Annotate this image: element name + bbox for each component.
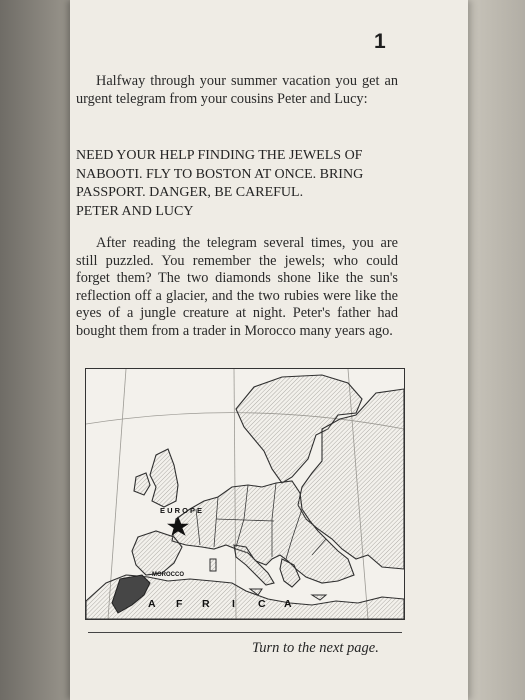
intro-text: Halfway through your summer vacation you get an urgent telegram from your cousins Peter and Lucy: [76, 73, 398, 107]
desk-background-right [465, 0, 525, 700]
telegram-line: NEED YOUR HELP FINDING THE JEWELS OF [76, 148, 363, 163]
desk-background-left [0, 0, 72, 700]
intro-paragraph [76, 73, 398, 108]
story-text: After reading the telegram several times, you are still puzzled. You remember the jewels; who could forget them? The two diamonds shone like the sun's reflection off a glacier, and the two rubies were like the eyes of a jungle creature at night. Peter's father had bought them from a trader in Morocco many years ago. [76, 235, 398, 339]
africa-letter: R [202, 598, 210, 610]
morocco-label: MOROCCO [152, 572, 184, 578]
britain-landmass [150, 449, 178, 507]
europe-map [85, 368, 405, 620]
iberia-landmass [132, 531, 182, 575]
telegram-line: PASSPORT. DANGER, BE CAREFUL. [76, 185, 304, 200]
turn-page-prompt: Turn to the next page. [252, 640, 379, 656]
ireland-landmass [134, 473, 150, 495]
europe-label: E U R O P E [160, 506, 202, 515]
story-paragraph [76, 235, 398, 341]
africa-letter: C [258, 598, 266, 610]
telegram-signature: PETER AND LUCY [76, 203, 194, 219]
telegram-line: NABOOTI. FLY TO BOSTON AT ONCE. BRING [76, 166, 364, 182]
africa-letter: I [232, 598, 235, 610]
africa-letter: A [148, 598, 156, 610]
footer-divider [88, 632, 402, 633]
telegram-message [76, 147, 398, 221]
map-illustration [86, 369, 404, 619]
africa-letter: A [284, 598, 292, 610]
page-number: 1 [374, 30, 386, 53]
africa-letter: F [176, 598, 183, 610]
